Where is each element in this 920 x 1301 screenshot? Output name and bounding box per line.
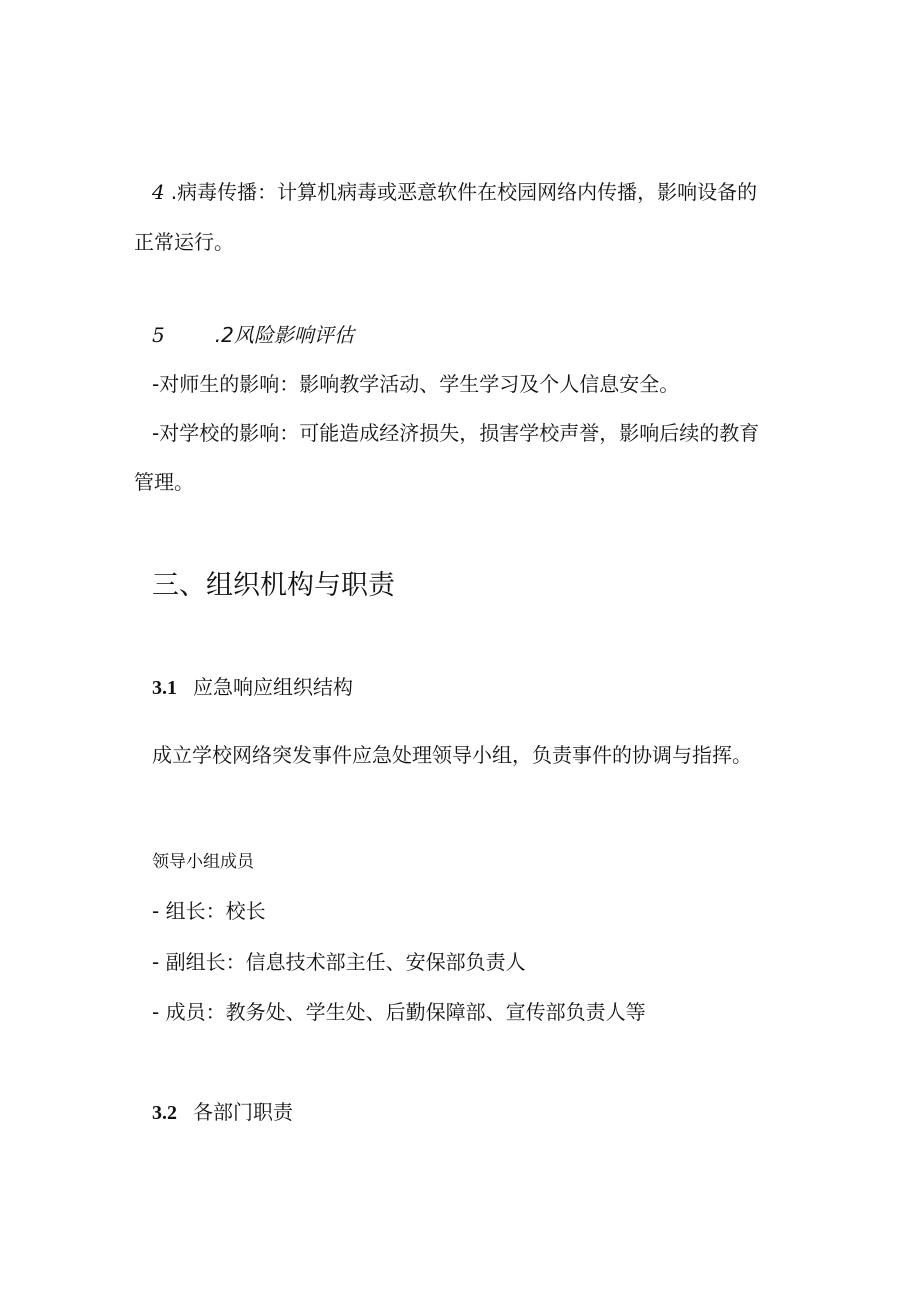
impact-teachers: -对师生的影响：影响教学活动、学生学习及个人信息安全。 [152,372,680,396]
list-item: - 组长：校长 [152,899,266,923]
list-item-virus-continuation: 正常运行。 [134,230,234,254]
item-text: .病毒传播：计算机病毒或恶意软件在校园网络内传播，影响设备的 [170,180,758,204]
section-number: 5 [152,323,165,347]
leaders-title: 领导小组成员 [152,852,254,872]
list-item: - 成员：教务处、学生处、后勤保障部、宣传部负责人等 [152,1000,646,1024]
item-number: 4 [152,180,165,204]
section-3-1-body: 成立学校网络突发事件应急处理领导小组，负责事件的协调与指挥。 [152,743,752,767]
section-title: .2风险影响评估 [214,323,354,347]
section-heading-3-1 [152,675,353,700]
section-title: 各部门职责 [193,1100,293,1124]
section-title: 应急响应组织结构 [193,675,353,699]
section-heading-5-2 [152,323,354,347]
impact-school: -对学校的影响：可能造成经济损失，损害学校声誉，影响后续的教育 [152,421,760,445]
list-item: - 副组长：信息技术部主任、安保部负责人 [152,950,526,974]
section-number: 3.2 [152,1102,177,1124]
chapter-heading: 三、组织机构与职责 [152,570,395,601]
section-heading-3-2 [152,1100,293,1125]
impact-school-continuation: 管理。 [134,470,194,494]
section-number: 3.1 [152,677,177,699]
list-item-virus [152,180,757,204]
